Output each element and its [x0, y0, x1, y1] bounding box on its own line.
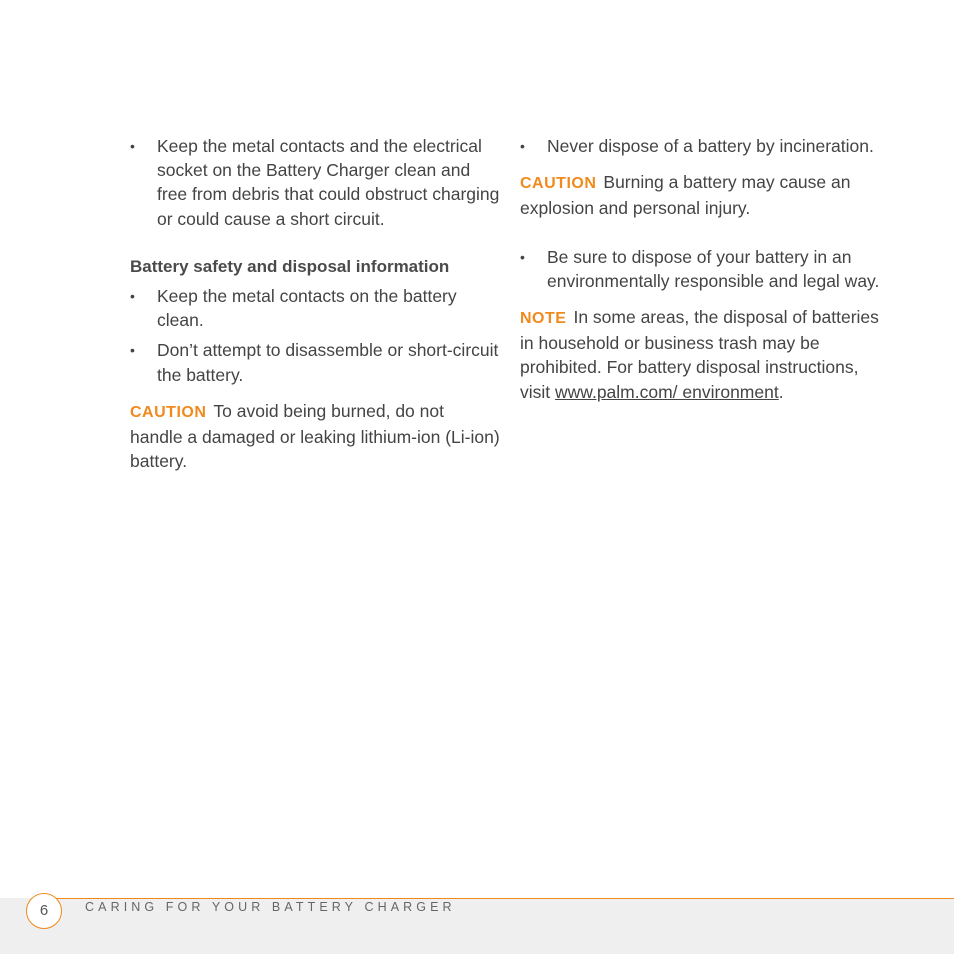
caution-callout [130, 399, 500, 474]
footer-divider [44, 898, 954, 899]
list-item-text: Keep the metal contacts and the electrical socket on the Battery Charger clean and free from debris that could obstruct charging or could cause a short circuit. [157, 136, 500, 229]
list-item-text: Don’t attempt to disassemble or short-circuit the battery. [157, 340, 499, 385]
bullet-icon: • [130, 138, 135, 154]
list-item-text: Keep the metal contacts on the battery clean. [157, 286, 457, 331]
palm-environment-link[interactable]: www.palm.com/ environment [555, 381, 779, 402]
list-item [520, 134, 890, 158]
caution-text: To avoid being burned, do not handle a damaged or leaking lithium-ion (Li-ion) battery. [130, 400, 500, 472]
list-item [520, 245, 890, 293]
list-item [130, 338, 500, 386]
safety-bullet-list [130, 284, 500, 387]
note-label: NOTE [520, 310, 567, 328]
caution-label: CAUTION [130, 403, 207, 421]
list-item-text: Be sure to dispose of your battery in an environmentally responsible and legal way. [547, 246, 880, 291]
right-column [520, 134, 890, 404]
left-column [130, 134, 500, 473]
section-heading: Battery safety and disposal information [130, 256, 450, 276]
bullet-icon: • [520, 248, 525, 265]
caution-label: CAUTION [520, 175, 597, 193]
note-end-punctuation: . [778, 381, 784, 402]
note-callout [520, 305, 890, 404]
intro-bullet-list [130, 134, 500, 231]
caution-callout [520, 170, 890, 220]
bullet-icon: • [520, 138, 525, 154]
list-item [130, 284, 500, 332]
bullet-icon: • [130, 288, 135, 305]
note-text: In some areas, the disposal of batteries in household or business trash may be prohibited. For battery disposal instructions, visit [520, 307, 879, 402]
disposal-bullet-list [520, 245, 890, 293]
page-number: 6 [26, 893, 62, 929]
caution-text: Burning a battery may cause an explosion and personal injury. [520, 172, 851, 219]
running-title: CARING FOR YOUR BATTERY CHARGER [85, 900, 456, 914]
list-item-text: Never dispose of a battery by incineration. [547, 136, 874, 156]
bullet-icon: • [130, 342, 135, 359]
list-item [130, 134, 500, 231]
incineration-bullet-list [520, 134, 890, 158]
